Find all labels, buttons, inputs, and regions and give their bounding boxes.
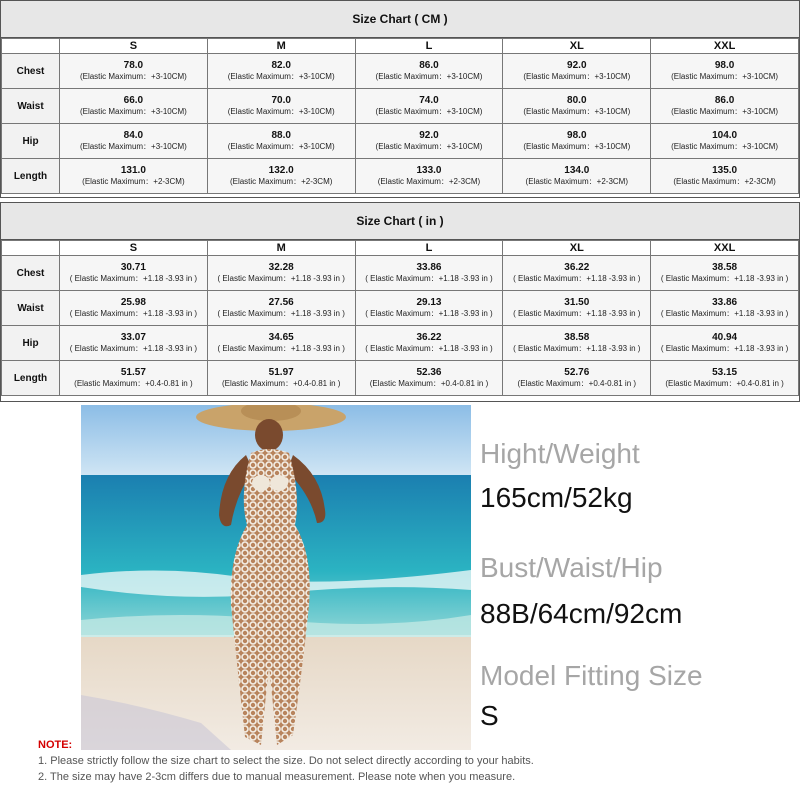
measure-cell: [355, 124, 503, 159]
measure-cell: [355, 361, 503, 396]
measure-value: 131.0: [120, 165, 146, 176]
measure-cell: [503, 291, 651, 326]
note-line-1: 1. Please strictly follow the size chart to select the size. Do not select directly according to your habits.: [38, 755, 534, 767]
size-chart-cm-table: [1, 38, 799, 194]
measure-value: 32.28: [268, 262, 294, 273]
measure-value: 78.0: [123, 60, 144, 71]
elastic-note: ( Elastic Maximum：+1.18 -3.93 in ): [660, 344, 789, 353]
corner-cell: [2, 241, 60, 256]
measure-cell: [503, 124, 651, 159]
measure-cell: [651, 54, 799, 89]
measure-value: 92.0: [419, 130, 439, 141]
size-header-xl: XL: [503, 241, 651, 256]
measure-cell: [207, 326, 355, 361]
measure-value: 135.0: [712, 165, 738, 176]
measure-cell: [355, 291, 503, 326]
measure-value: 92.0: [567, 60, 587, 71]
measure-value: 52.36: [416, 367, 442, 378]
measure-cell: [60, 291, 208, 326]
size-chart-in: [0, 202, 800, 402]
measure-value: 86.0: [714, 95, 735, 106]
measure-value: 133.0: [416, 165, 442, 176]
elastic-note: (Elastic Maximum：+2-3CM): [673, 177, 776, 186]
note-line-2: 2. The size may have 2-3cm differs due to manual measurement. Please note when you measure.: [38, 771, 516, 783]
measure-value: 98.0: [567, 130, 587, 141]
measure-cell: [503, 361, 651, 396]
row-label-chest: Chest: [2, 54, 60, 89]
elastic-note: ( Elastic Maximum：+1.18 -3.93 in ): [217, 309, 345, 318]
measure-value: 132.0: [268, 165, 294, 176]
elastic-note: (Elastic Maximum：+0.4-0.81 in ): [517, 379, 637, 388]
elastic-note: (Elastic Maximum：+3-10CM): [375, 107, 483, 116]
elastic-note: (Elastic Maximum：+3-10CM): [227, 72, 335, 81]
table-row: [2, 326, 799, 361]
measure-cell: [503, 326, 651, 361]
measure-cell: [60, 326, 208, 361]
elastic-note: ( Elastic Maximum：+1.18 -3.93 in ): [217, 274, 345, 283]
measure-value: 74.0: [419, 95, 439, 106]
measure-value: 25.98: [120, 297, 146, 308]
size-header-s: S: [60, 39, 208, 54]
measure-cell: [503, 54, 651, 89]
fitting-size-value: S: [480, 700, 499, 731]
measure-value: 134.0: [564, 165, 590, 176]
size-chart-cm: [0, 0, 800, 198]
measure-cell: [651, 256, 799, 291]
measure-value: 38.58: [712, 262, 738, 273]
measure-cell: [60, 361, 208, 396]
table-row: [2, 256, 799, 291]
measure-value: 80.0: [567, 95, 587, 106]
measure-value: 38.58: [564, 332, 590, 343]
measure-cell: [651, 124, 799, 159]
measure-value: 52.76: [564, 367, 590, 378]
measure-value: 51.97: [268, 367, 294, 378]
measure-cell: [651, 159, 799, 194]
row-label-waist: Waist: [2, 89, 60, 124]
measure-cell: [60, 54, 208, 89]
measure-value: 88.0: [271, 130, 291, 141]
fitting-size-label: Model Fitting Size: [480, 660, 703, 691]
measure-value: 86.0: [419, 60, 439, 71]
elastic-note: (Elastic Maximum：+3-10CM): [523, 107, 631, 116]
measure-value: 31.50: [564, 297, 590, 308]
size-header-row: [2, 39, 799, 54]
elastic-note: ( Elastic Maximum：+1.18 -3.93 in ): [365, 309, 493, 318]
row-label-length: Length: [2, 159, 60, 194]
measure-cell: [207, 124, 355, 159]
elastic-note: (Elastic Maximum：+3-10CM): [227, 142, 335, 151]
note-title: NOTE:: [38, 739, 73, 751]
size-header-l: L: [355, 39, 503, 54]
elastic-note: (Elastic Maximum：+3-10CM): [227, 107, 335, 116]
elastic-note: (Elastic Maximum：+0.4-0.81 in ): [221, 379, 341, 388]
measure-value: 34.65: [268, 332, 294, 343]
measure-cell: [60, 124, 208, 159]
elastic-note: (Elastic Maximum：+3-10CM): [523, 72, 631, 81]
row-label-hip: Hip: [2, 326, 60, 361]
elastic-note: ( Elastic Maximum：+1.18 -3.93 in ): [660, 309, 789, 318]
beach-scene-image: [81, 405, 471, 750]
height-weight-label: Hight/Weight: [480, 438, 640, 469]
measure-cell: [355, 159, 503, 194]
measure-cell: [651, 361, 799, 396]
measure-cell: [355, 326, 503, 361]
elastic-note: (Elastic Maximum：+2-3CM): [82, 177, 185, 186]
size-header-m: M: [207, 39, 355, 54]
size-chart-in-title: Size Chart ( in ): [1, 203, 799, 240]
height-weight-value: 165cm/52kg: [480, 482, 633, 513]
measure-cell: [207, 54, 355, 89]
elastic-note: (Elastic Maximum：+0.4-0.81 in ): [369, 379, 489, 388]
measure-value: 36.22: [564, 262, 590, 273]
elastic-note: ( Elastic Maximum：+1.18 -3.93 in ): [513, 344, 641, 353]
row-label-chest: Chest: [2, 256, 60, 291]
elastic-note: (Elastic Maximum：+0.4-0.81 in ): [74, 379, 193, 388]
measure-cell: [651, 326, 799, 361]
elastic-note: ( Elastic Maximum：+1.18 -3.93 in ): [365, 344, 493, 353]
size-chart-cm-title: Size Chart ( CM ): [1, 1, 799, 38]
row-label-length: Length: [2, 361, 60, 396]
elastic-note: (Elastic Maximum：+3-10CM): [671, 107, 779, 116]
measure-cell: [355, 256, 503, 291]
measure-value: 70.0: [271, 95, 291, 106]
elastic-note: (Elastic Maximum：+3-10CM): [375, 72, 483, 81]
measure-cell: [503, 89, 651, 124]
measure-value: 104.0: [712, 130, 738, 141]
measure-value: 33.86: [712, 297, 738, 308]
table-row: [2, 89, 799, 124]
size-header-m: M: [207, 241, 355, 256]
elastic-note: (Elastic Maximum：+2-3CM): [229, 177, 333, 186]
table-row: [2, 159, 799, 194]
size-chart-in-table: [1, 240, 799, 396]
measure-value: 66.0: [123, 95, 144, 106]
measure-value: 51.57: [120, 367, 146, 378]
elastic-note: ( Elastic Maximum：+1.18 -3.93 in ): [69, 274, 198, 283]
measure-cell: [60, 89, 208, 124]
measure-cell: [207, 256, 355, 291]
measure-cell: [207, 159, 355, 194]
measure-cell: [355, 89, 503, 124]
size-header-l: L: [355, 241, 503, 256]
measure-cell: [651, 89, 799, 124]
elastic-note: ( Elastic Maximum：+1.18 -3.93 in ): [69, 344, 198, 353]
measure-cell: [207, 361, 355, 396]
bust-waist-hip-label: Bust/Waist/Hip: [480, 552, 663, 583]
size-header-s: S: [60, 241, 208, 256]
elastic-note: ( Elastic Maximum：+1.18 -3.93 in ): [365, 274, 493, 283]
table-row: [2, 54, 799, 89]
elastic-note: (Elastic Maximum：+3-10CM): [79, 107, 187, 116]
elastic-note: (Elastic Maximum：+3-10CM): [671, 72, 779, 81]
elastic-note: (Elastic Maximum：+3-10CM): [375, 142, 483, 151]
elastic-note: (Elastic Maximum：+3-10CM): [523, 142, 631, 151]
measure-value: 30.71: [120, 262, 146, 273]
elastic-note: (Elastic Maximum：+2-3CM): [525, 177, 629, 186]
elastic-note: ( Elastic Maximum：+1.18 -3.93 in ): [660, 274, 789, 283]
measure-value: 40.94: [712, 332, 738, 343]
elastic-note: ( Elastic Maximum：+1.18 -3.93 in ): [217, 344, 345, 353]
measure-cell: [207, 291, 355, 326]
measure-cell: [503, 159, 651, 194]
table-row: [2, 291, 799, 326]
bust-waist-hip-value: 88B/64cm/92cm: [480, 598, 683, 629]
measure-cell: [207, 89, 355, 124]
elastic-note: (Elastic Maximum：+0.4-0.81 in ): [665, 379, 784, 388]
size-header-xxl: XXL: [651, 241, 799, 256]
measure-cell: [503, 256, 651, 291]
elastic-note: (Elastic Maximum：+3-10CM): [671, 142, 779, 151]
elastic-note: ( Elastic Maximum：+1.18 -3.93 in ): [513, 274, 641, 283]
measure-value: 33.07: [120, 332, 146, 343]
measure-cell: [60, 159, 208, 194]
measure-value: 84.0: [123, 130, 144, 141]
measure-value: 82.0: [271, 60, 291, 71]
measure-cell: [60, 256, 208, 291]
elastic-note: ( Elastic Maximum：+1.18 -3.93 in ): [513, 309, 641, 318]
model-photo: [81, 405, 471, 750]
table-row: [2, 124, 799, 159]
measure-value: 33.86: [416, 262, 442, 273]
elastic-note: (Elastic Maximum：+3-10CM): [79, 142, 187, 151]
table-row: [2, 361, 799, 396]
measure-value: 98.0: [714, 60, 735, 71]
corner-cell: [2, 39, 60, 54]
row-label-waist: Waist: [2, 291, 60, 326]
measure-value: 29.13: [416, 297, 442, 308]
measure-value: 36.22: [416, 332, 442, 343]
elastic-note: (Elastic Maximum：+2-3CM): [377, 177, 481, 186]
measure-value: 27.56: [268, 297, 294, 308]
size-header-row: [2, 241, 799, 256]
measure-cell: [651, 291, 799, 326]
measure-value: 53.15: [712, 367, 738, 378]
measure-cell: [355, 54, 503, 89]
elastic-note: (Elastic Maximum：+3-10CM): [79, 72, 187, 81]
row-label-hip: Hip: [2, 124, 60, 159]
elastic-note: ( Elastic Maximum：+1.18 -3.93 in ): [69, 309, 198, 318]
size-header-xxl: XXL: [651, 39, 799, 54]
size-header-xl: XL: [503, 39, 651, 54]
